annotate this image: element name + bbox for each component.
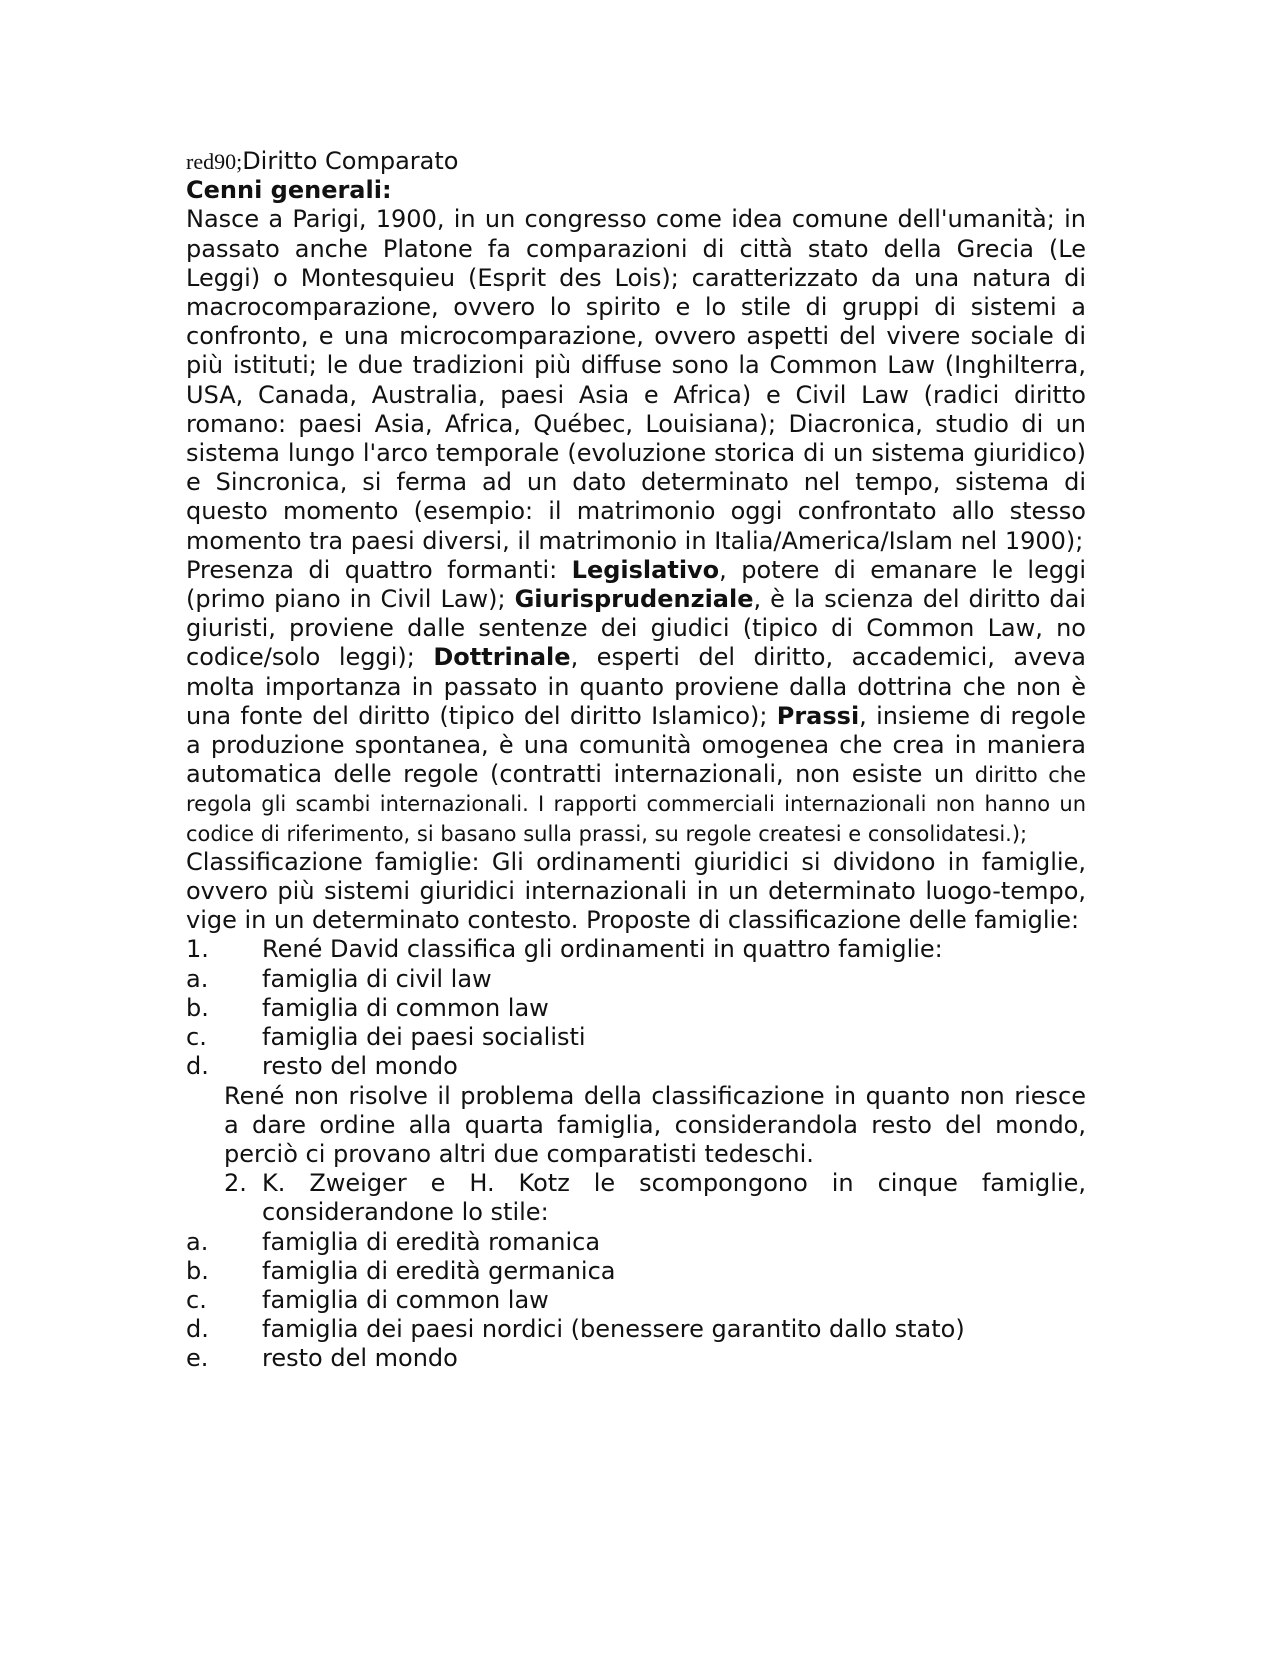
list-text: famiglia dei paesi nordici (benessere garantito dallo stato) <box>262 1315 965 1344</box>
list-text: famiglia di eredità germanica <box>262 1256 616 1285</box>
title-prefix: red90; <box>186 149 243 174</box>
list-marker: a. <box>186 964 209 993</box>
list-text: resto del mondo <box>262 1344 458 1373</box>
giurisprudenziale-text: , è la scienza del diritto dai giuristi, proviene dalle sentenze dei giudici (tipico di Common Law, no codice/solo leggi); <box>186 585 1086 672</box>
document-page <box>186 147 1086 1374</box>
title-text: Diritto Comparato <box>242 147 459 175</box>
term-prassi: Prassi <box>776 701 860 730</box>
term-dottrinale: Dottrinale <box>433 643 571 672</box>
list-text: famiglia di civil law <box>262 964 492 993</box>
term-giurisprudenziale: Giurisprudenziale <box>514 585 754 614</box>
list-item <box>186 1228 1086 1257</box>
list-item <box>186 1344 1086 1373</box>
document-title <box>186 147 1086 176</box>
list-text: René David classifica gli ordinamenti in quattro famiglie: <box>262 935 943 964</box>
list-item <box>186 1286 1086 1315</box>
list-item <box>186 1052 1086 1081</box>
paragraph-formanti <box>186 556 1086 848</box>
list-text: famiglia di common law <box>262 1285 549 1314</box>
numbered-item-1 <box>186 935 1086 964</box>
list-marker: 1. <box>186 935 209 964</box>
list-marker: c. <box>186 1023 207 1052</box>
formanti-intro: Presenza di quattro formanti: <box>186 555 572 584</box>
list-text: K. Zweiger e H. Kotz le scompongono in cinque famiglie, considerandone lo stile: <box>262 1169 1086 1227</box>
list-marker: b. <box>186 1256 209 1285</box>
list-marker: a. <box>186 1227 209 1256</box>
list-item <box>186 994 1086 1023</box>
legislativo-text: , potere di emanare le leggi (primo piano in Civil Law); <box>186 555 1086 614</box>
numbered-item-2 <box>224 1169 1086 1227</box>
paragraph-rene: René non risolve il problema della classificazione in quanto non riesce a dare ordine alla quarta famiglia, considerandola resto del mondo, perciò ci provano altri due comparatisti tedeschi. <box>224 1081 1086 1168</box>
paragraph-classificazione: Classificazione famiglie: Gli ordinamenti giuridici si dividono in famiglie, ovvero più sistemi giuridici internazionali in un determinato luogo-tempo, vige in un determinato contesto. Proposte di classificazione delle famiglie: <box>186 847 1086 935</box>
section-heading: Cenni generali: <box>186 176 392 205</box>
list-marker: 2. <box>224 1169 247 1198</box>
list-marker: e. <box>186 1344 209 1373</box>
list-item <box>186 1257 1086 1286</box>
paragraph-intro: Nasce a Parigi, 1900, in un congresso come idea comune dell'umanità; in passato anche Platone fa comparazioni di città stato della Grecia (Le Leggi) o Montesquieu (Esprit des Lois); caratterizzato da una natura di macrocomparazione, ovvero lo spirito e lo stile di gruppi di sistemi a confronto, e una microcomparazione, ovvero aspetti del vivere sociale di più istituti; le due tradizioni più diffuse sono la Common Law (Inghilterra, USA, Canada, Australia, paesi Asia e Africa) e Civil Law (radici diritto romano: paesi Asia, Africa, Québec, Louisiana); Diacronica, studio di un sistema lungo l'arco temporale (evoluzione storica di un sistema giuridico) e Sincronica, si ferma ad un dato determinato nel tempo, sistema di questo momento (esempio: il matrimonio oggi confrontato allo stesso momento tra paesi diversi, il matrimonio in Italia/America/Islam nel 1900); <box>186 205 1086 555</box>
list-text: famiglia dei paesi socialisti <box>262 1023 586 1052</box>
list-item <box>186 1023 1086 1052</box>
prassi-text: , insieme di regole a produzione spontanea, è una comunità omogenea che crea in maniera automatica delle regole (contratti internazionali, non esiste un <box>186 701 1086 789</box>
dottrinale-text: , esperti del diritto, accademici, aveva molta importanza in passato in quanto proviene dalla dottrina che non è una fonte del diritto (tipico del diritto Islamico); <box>186 643 1086 730</box>
list-marker: b. <box>186 993 209 1022</box>
list-text: famiglia di common law <box>262 993 549 1022</box>
term-legislativo: Legislativo <box>571 555 720 584</box>
list-text: resto del mondo <box>262 1052 458 1081</box>
list-marker: c. <box>186 1285 207 1314</box>
list-text: famiglia di eredità romanica <box>262 1227 601 1256</box>
list-marker: d. <box>186 1315 209 1344</box>
list-item <box>186 965 1086 994</box>
list-item <box>186 1315 1086 1344</box>
list-marker: d. <box>186 1052 209 1081</box>
prassi-small-text: diritto che regola gli scambi internazionali. I rapporti commerciali internazionali non hanno un codice di riferimento, si basano sulla prassi, su regole createsi e consolidatesi.); <box>186 763 1087 846</box>
